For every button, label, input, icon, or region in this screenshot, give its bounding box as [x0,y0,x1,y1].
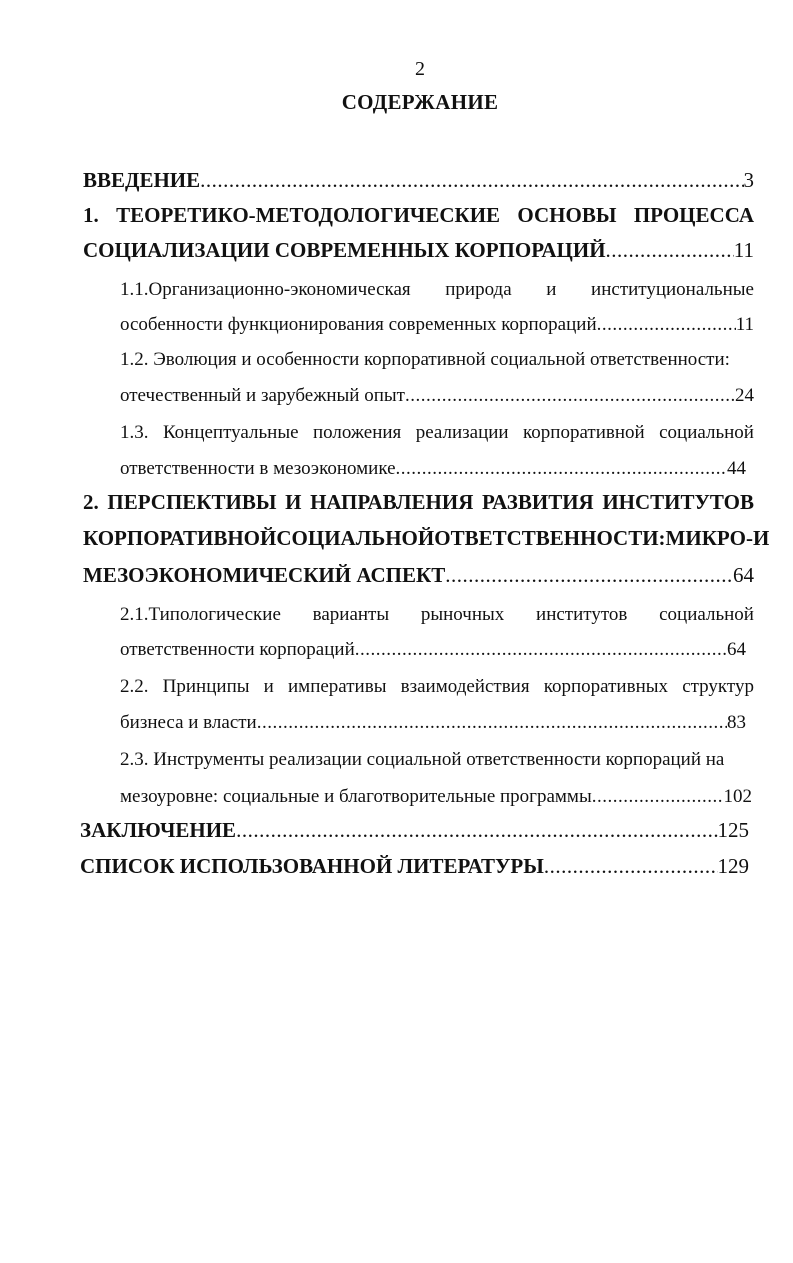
entry-title: ответственности в мезоэкономике [120,458,396,479]
toc-entry-section-1-2-line-2[interactable] [120,386,754,405]
word: НАПРАВЛЕНИЯ [310,490,474,514]
toc-entry-section-1-1-line-2[interactable] [120,315,754,334]
word: И [285,490,302,514]
entry-title: СОЦИАЛИЗАЦИИ СОВРЕМЕННЫХ КОРПОРАЦИЙ [83,238,606,262]
word: 2. [83,490,99,514]
toc-entry-section-2-3-line-1[interactable]: 2.3. Инструменты реализации социальной ответственности корпораций на [120,749,725,770]
word: социальной [659,422,754,443]
entry-title: особенности функционирования современных корпораций [120,314,597,335]
entry-title: СПИСОК ИСПОЛЬЗОВАННОЙ ЛИТЕРАТУРЫ [80,854,544,878]
word: 2.1.Типологические [120,604,281,625]
entry-page: 44 [727,458,746,479]
word: ПЕРСПЕКТИВЫ [107,490,277,514]
page-number: 2 [415,58,425,80]
entry-page: 3 [743,168,754,192]
entry-title: мезоуровне: социальные и благотворительные программы [120,786,592,807]
dot-leader [405,386,735,405]
toc-entry-section-1-3-line-2[interactable] [120,459,746,478]
dot-leader [592,787,724,806]
entry-title: ответственности корпораций [120,639,355,660]
toc-entry-references[interactable] [80,856,749,877]
entry-page: 64 [727,639,746,660]
toc-entry-section-2-2-line-2[interactable] [120,713,746,732]
toc-entry-section-2-1-line-1[interactable] [120,605,754,624]
word: структур [682,676,754,697]
toc-entry-section-1-1-line-1[interactable] [120,280,754,299]
word: реализации [415,422,509,443]
word: институциональные [591,279,754,300]
toc-entry-chapter-2-line-3[interactable] [83,565,754,586]
toc-entry-section-1-2-line-1[interactable]: 1.2. Эволюция и особенности корпоративной социальной ответственности: [120,349,730,370]
word: рыночных [420,604,505,625]
entry-page: 11 [733,238,754,262]
entry-page: 24 [735,385,754,406]
word: природа [445,279,512,300]
word: ТЕОРЕТИКО-МЕТОДОЛОГИЧЕСКИЕ [116,203,501,227]
dot-leader [236,820,717,841]
entry-page: 129 [717,854,749,878]
word: 2.2. [120,676,149,697]
toc-entry-intro[interactable] [83,170,754,191]
dot-leader [597,315,736,334]
word: ПРОЦЕССА [633,203,754,227]
word: И [752,526,770,550]
entry-title: ВВЕДЕНИЕ [83,168,201,192]
entry-title: МЕЗОЭКОНОМИЧЕСКИЙ АСПЕКТ [83,563,446,587]
toc-entry-conclusion[interactable] [80,820,749,841]
word: Принципы [162,676,250,697]
toc-title: СОДЕРЖАНИЕ [341,90,499,114]
dot-leader [257,713,727,732]
word: институтов [536,604,628,625]
toc-entry-chapter-2-line-1[interactable] [83,492,754,513]
dot-leader [355,640,727,659]
word: СОЦИАЛЬНОЙ [276,526,435,550]
toc-entry-chapter-2-line-2[interactable] [83,526,770,550]
toc-entry-section-1-3-line-1[interactable] [120,423,754,442]
word: императивы [288,676,387,697]
entry-title: ЗАКЛЮЧЕНИЕ [80,818,237,842]
word: положения [312,422,402,443]
word: ОТВЕТСТВЕННОСТИ: [434,526,666,550]
word: ОСНОВЫ [517,203,617,227]
toc-entry-chapter-1-line-1[interactable] [83,205,754,226]
word: МИКРО- [665,526,753,550]
word: 1.3. [120,422,149,443]
word: 1. [83,203,99,227]
toc-entry-section-2-3-line-2[interactable] [120,787,752,806]
entry-page: 64 [733,563,754,587]
entry-title: бизнеса и власти [120,712,257,733]
word: корпоративных [543,676,669,697]
word: и [546,279,557,300]
word: и [263,676,274,697]
word: 1.1.Организационно-экономическая [120,279,411,300]
word: корпоративной [523,422,645,443]
entry-page: 83 [727,712,746,733]
dot-leader [606,240,734,261]
word: ИНСТИТУТОВ [602,490,754,514]
word: социальной [659,604,754,625]
toc-entry-section-2-1-line-2[interactable] [120,640,746,659]
word: Концептуальные [162,422,299,443]
word: варианты [312,604,390,625]
entry-page: 102 [723,786,752,807]
word: взаимодействия [400,676,530,697]
entry-page: 11 [735,314,754,335]
dot-leader [200,170,743,191]
dot-leader [396,459,727,478]
entry-title: отечественный и зарубежный опыт [120,385,405,406]
word: РАЗВИТИЯ [482,490,594,514]
dot-leader [445,565,733,586]
entry-page: 125 [717,818,749,842]
toc-entry-section-2-2-line-1[interactable] [120,677,754,696]
word: КОРПОРАТИВНОЙ [83,526,277,550]
toc-entry-chapter-1-line-2[interactable] [83,240,754,261]
dot-leader [544,856,718,877]
